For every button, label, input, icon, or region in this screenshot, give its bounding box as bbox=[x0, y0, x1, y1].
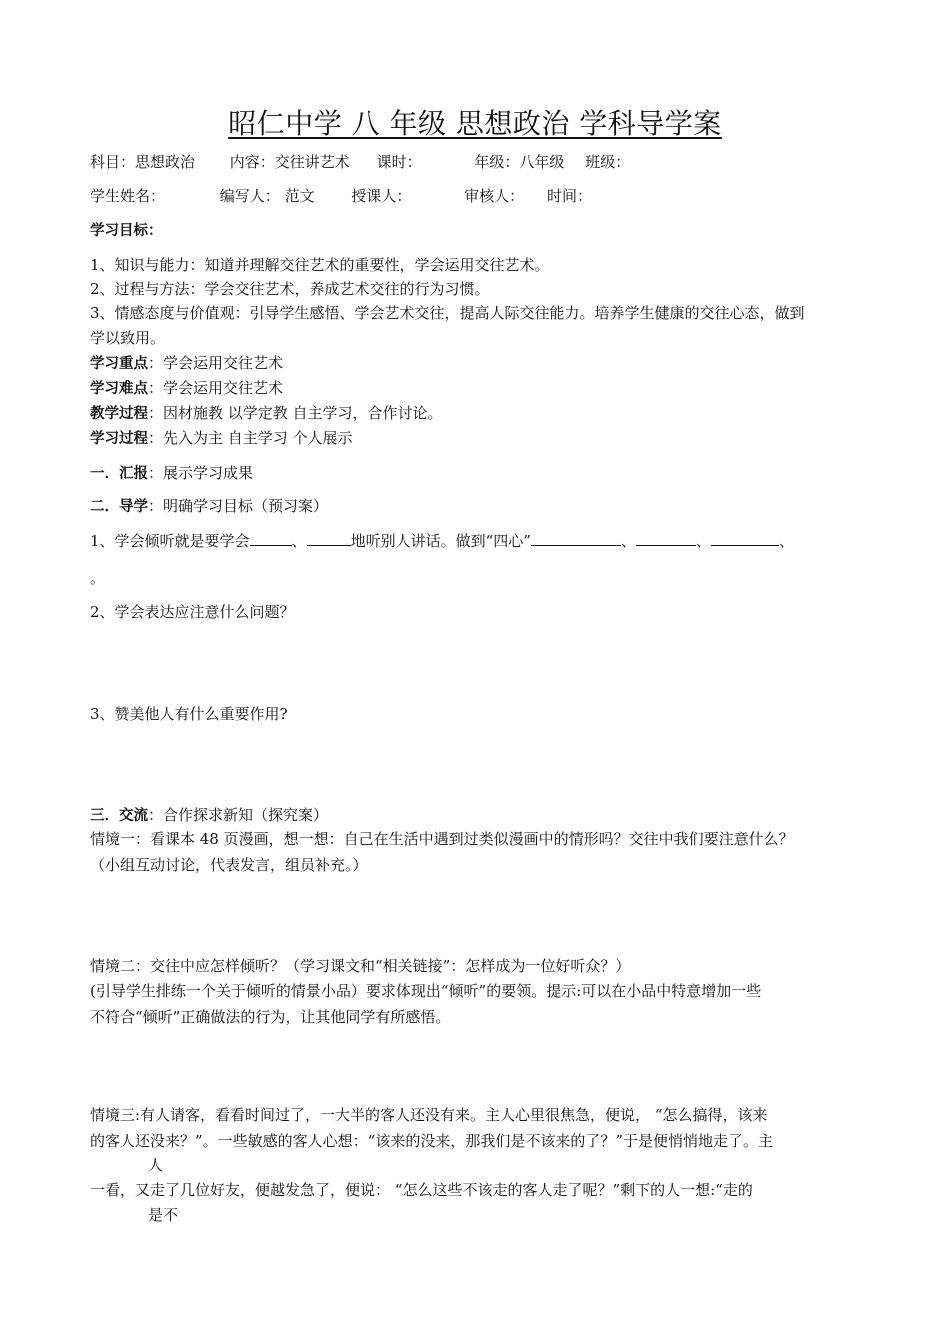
scenario-3-line-2: 的客人还没来？”。一些敏感的客人心想：“该来的没来，那我们是不该来的了？”于是便悄悄地走了。主 bbox=[90, 1132, 774, 1150]
period-field: 课时： bbox=[376, 153, 422, 171]
question-2: 2、学会表达应注意什么问题？ bbox=[90, 603, 295, 621]
goal-1: 1、知识与能力：知道并理解交往艺术的重要性，学会运用交往艺术。 bbox=[90, 256, 550, 274]
content-field: 内容：交往讲艺术 bbox=[229, 153, 350, 171]
scenario-2-line-3: 不符合“倾听”正确做法的行为，让其他同学有所感悟。 bbox=[90, 1008, 451, 1026]
scenario-1-line-2: （小组互动讨论，代表发言，组员补充。） bbox=[90, 856, 368, 874]
grade-field: 年级：八年级 bbox=[474, 153, 565, 171]
question-1-separator-1: 、 bbox=[291, 532, 307, 550]
focus-label: 学习重点 bbox=[90, 356, 148, 372]
answer-blank-3[interactable] bbox=[531, 530, 621, 546]
answer-blank-4[interactable] bbox=[636, 530, 696, 546]
question-1-text-a: 1、学会倾听就是要学会 bbox=[90, 532, 250, 550]
scenario-3-line-4: 一看，又走了几位好友，便越发急了，便说： “怎么这些不该走的客人走了呢？”剩下的人一想:“走的 bbox=[90, 1181, 753, 1199]
scenario-2-line-2: (引导学生排练一个关于倾听的情景小品）要求体现出“倾听”的要领。提示:可以在小品中特意增加一些 bbox=[90, 982, 762, 1000]
question-1-separator-2: 、 bbox=[620, 532, 636, 550]
teaching-process-label: 教学过程 bbox=[90, 406, 148, 422]
student-name-field: 学生姓名： bbox=[90, 187, 166, 205]
section-1-text: ：展示学习成果 bbox=[148, 464, 254, 482]
difficulty-row bbox=[90, 376, 865, 401]
teacher-field: 授课人： bbox=[351, 187, 412, 205]
section-1-label: 一．汇报 bbox=[90, 466, 148, 482]
learning-process-label: 学习过程 bbox=[90, 431, 148, 447]
question-3: 3、赞美他人有什么重要作用? bbox=[90, 705, 288, 723]
learning-process-text: ：先入为主 自主学习 个人展示 bbox=[148, 429, 353, 447]
goal-2: 2、过程与方法：学会交往艺术，养成艺术交往的行为习惯。 bbox=[90, 280, 490, 298]
scenario-3-line-5: 是不 bbox=[148, 1206, 179, 1224]
difficulty-text: ：学会运用交往艺术 bbox=[148, 379, 284, 397]
answer-blank-5[interactable] bbox=[711, 530, 779, 546]
scenario-2-line-1: 情境二：交往中应怎样倾听？（学习课文和“相关链接”：怎样成为一位好听众？） bbox=[90, 957, 631, 975]
scenario-3-line-1: 情境三:有人请客，看看时间过了，一大半的客人还没有来。主人心里很焦急，便说， “怎么搞得，该来 bbox=[90, 1106, 768, 1124]
meta-row-1 bbox=[90, 150, 865, 174]
section-2-label: 二．导学 bbox=[90, 499, 148, 515]
goals-heading: 学习目标： bbox=[90, 223, 163, 239]
class-field: 班级： bbox=[585, 153, 631, 171]
reviewer-field: 审核人： bbox=[464, 187, 525, 205]
meta-row-2 bbox=[90, 184, 865, 208]
question-1-end: 。 bbox=[90, 569, 106, 587]
teaching-process-text: ：因材施教 以学定教 自主学习，合作讨论。 bbox=[148, 404, 443, 422]
learning-process-row bbox=[90, 426, 865, 451]
subject-field: 科目：思想政治 bbox=[90, 153, 196, 171]
section-2-heading bbox=[90, 494, 865, 519]
section-3-label: 三．交流 bbox=[90, 808, 148, 824]
section-2-text: ：明确学习目标（预习案） bbox=[148, 497, 329, 515]
teaching-process-row bbox=[90, 401, 865, 426]
question-1-text-b: 地听别人讲话。做到“四心” bbox=[350, 532, 531, 550]
section-3-heading bbox=[90, 803, 865, 828]
page-title: 昭仁中学 八 年级 思想政治 学科导学案 bbox=[228, 107, 722, 140]
focus-row bbox=[90, 351, 865, 376]
scenario-3-line-3: 人 bbox=[148, 1156, 164, 1174]
question-1-separator-4: 、 bbox=[778, 532, 794, 550]
answer-blank-2[interactable] bbox=[307, 530, 351, 546]
section-1-heading bbox=[90, 461, 865, 486]
answer-blank-1[interactable] bbox=[250, 530, 292, 546]
difficulty-label: 学习难点 bbox=[90, 381, 148, 397]
question-1 bbox=[90, 529, 865, 553]
question-1-separator-3: 、 bbox=[695, 532, 711, 550]
goal-3-line-2: 学以致用。 bbox=[90, 329, 166, 347]
goal-3-line-1: 3、情感态度与价值观：引导学生感悟、学会艺术交往，提高人际交往能力。培养学生健康的交往心态，做到 bbox=[90, 304, 805, 322]
editor-field: 编写人： 范文 bbox=[219, 187, 315, 205]
section-3-text: ：合作探求新知（探究案） bbox=[148, 806, 329, 824]
time-field: 时间： bbox=[546, 187, 592, 205]
scenario-1-line-1: 情境一：看课本 48 页漫画，想一想：自己在生活中遇到过类似漫画中的情形吗？交往中我们要注意什么？ bbox=[90, 830, 794, 848]
focus-text: ：学会运用交往艺术 bbox=[148, 354, 284, 372]
